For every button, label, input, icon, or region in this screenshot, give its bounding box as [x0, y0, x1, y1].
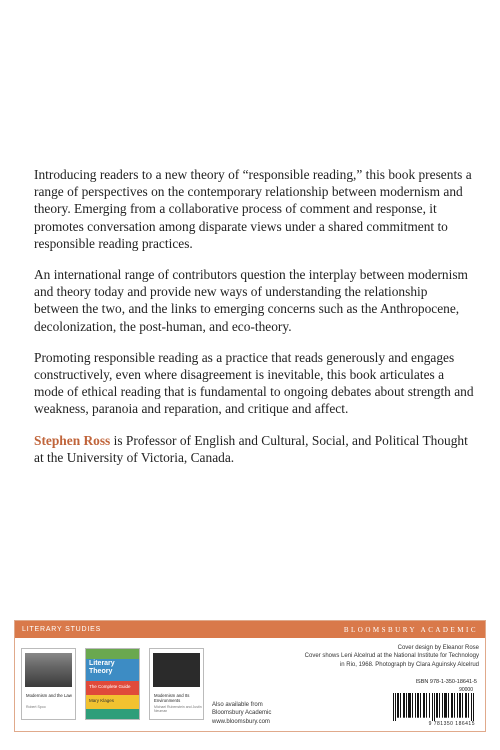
related-book-cover	[21, 648, 76, 720]
author-bio-text: is Professor of English and Cultural, Social, and Political Thought at the University of Victoria, Canada.	[34, 432, 468, 465]
related-book-author: Mary Klages	[89, 698, 115, 703]
related-book-title: Modernism and the Law	[26, 693, 72, 698]
category-label: LITERARY STUDIES	[22, 626, 102, 633]
barcode-number: 9 781350 186415	[428, 721, 475, 727]
related-book-cover	[85, 648, 140, 720]
related-books	[21, 648, 204, 720]
publisher-label: BLOOMSBURY ACADEMIC	[343, 625, 478, 634]
author-bio	[34, 432, 474, 466]
blurb-paragraph-2: An international range of contributors question the interplay between modernism and theory today and provide new ways of understanding the relationship between the two, and the links to emerging concerns such as the Anthropocene, decolonization, the post-human, and eco-theory.	[34, 267, 468, 334]
price-code: 90000	[459, 687, 473, 693]
blurb-paragraph-3: Promoting responsible reading as a practice that reads generously and engages constructively, even where disagreement is inevitable, this book articulates a mode of ethical reading that is fundamental to ongoing debates about strength and weakness, paranoia and reparation, and critique and affect.	[34, 349, 474, 417]
related-book-subtitle: The Complete Guide	[89, 684, 131, 689]
back-cover-blurb	[34, 166, 474, 480]
related-book-author: Michael Rubenstein and Justin Neuman	[154, 705, 202, 713]
isbn: ISBN 978-1-350-18641-5	[415, 679, 477, 685]
author-name: Stephen Ross	[34, 432, 111, 448]
related-book-author: Robert Spoo	[26, 705, 46, 709]
also-available-label: Also available from Bloomsbury Academic	[212, 702, 272, 716]
cover-photo	[25, 653, 72, 687]
cover-credits: Cover design by Eleanor Rose Cover shows Leni Alcelrud at the National Institute for Technology in Rio, 1968. Photograph by Clara Aguinsky Alcelrud	[304, 645, 479, 668]
category-band	[15, 621, 485, 638]
publisher-website: www.bloomsbury.com	[212, 719, 270, 725]
related-book-cover	[149, 648, 204, 720]
related-book-title: Modernism and Its Environments	[154, 693, 190, 703]
blurb-paragraph-1: Introducing readers to a new theory of “responsible reading,” this book presents a range of perspectives on the contemporary relationship between modernism and theory. Emerging from a collaborative process of comment and response, it promotes conversation among disparate views under a shared commitment to responsible reading practices.	[34, 167, 472, 251]
related-book-title: Literary Theory	[89, 660, 115, 675]
cover-photo	[153, 653, 200, 687]
barcode-icon	[393, 693, 477, 721]
back-cover-footer	[14, 620, 486, 732]
